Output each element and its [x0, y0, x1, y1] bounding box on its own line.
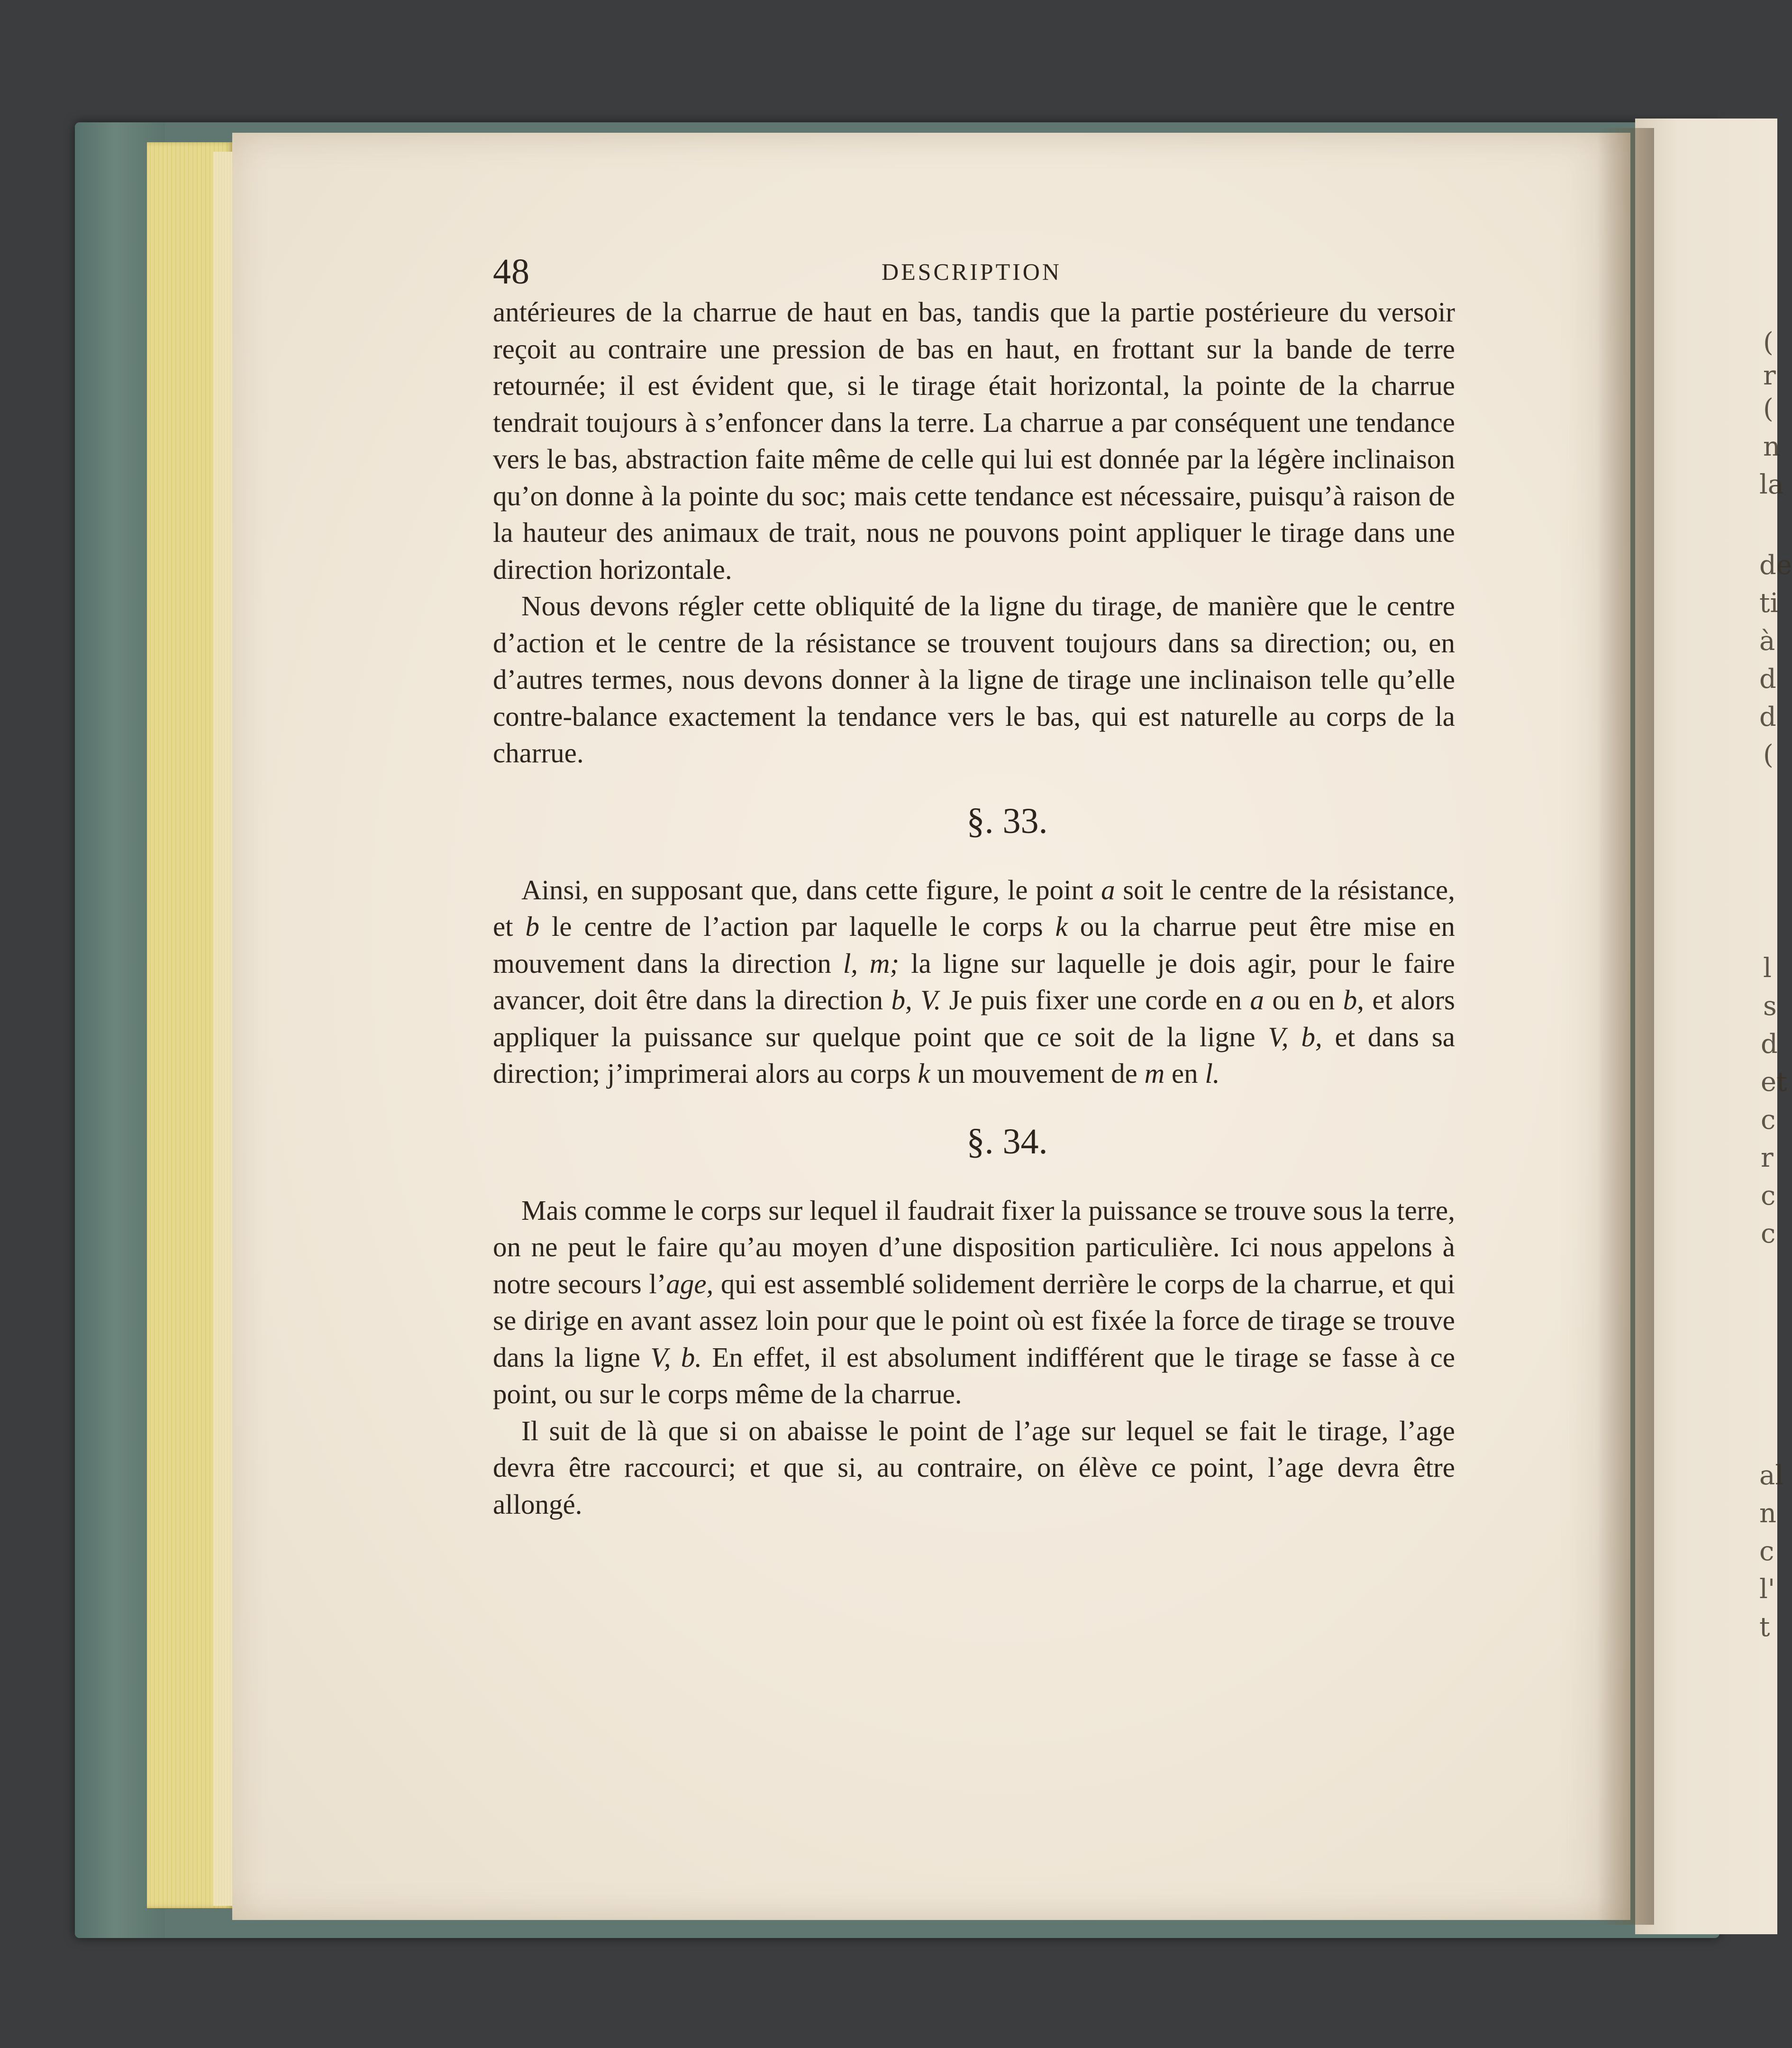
- facing-page: [1635, 119, 1792, 1934]
- text-run: Je puis fixer une corde en: [941, 984, 1250, 1015]
- text-run: la ligne sur laquelle je dois agir, pour le faire avancer, doit être dans la direction: [493, 947, 1455, 1015]
- paragraph-continuation: antérieures de la charrue de haut en bas, tandis que la partie postérieure du versoir reçoit au contraire une pression de bas en haut, en frottant sur la bande de terre retournée; il est évident que, si le tirage était horizontal, la pointe de la charrue tendrait toujours à s’enfoncer dans la terre. La charrue a par conséquent une tendance vers le bas, abstraction faite même de celle qui lui est donnée par la légère inclinaison qu’on donne à la pointe du soc; mais cette tendance est nécessaire, puisqu’à raison de la hauteur des animaux de trait, nous ne pouvons point appliquer le tirage dans une direction horizontale.: [493, 296, 1455, 585]
- facing-page-fragment: c: [1761, 1180, 1776, 1211]
- facing-page-fragment: d: [1761, 1029, 1778, 1060]
- text-run: et dans sa direction; j’imprimerai alors au corps: [493, 1021, 1455, 1089]
- text-run: En effet, il est absolument indifférent que le tirage se fasse à ce point, ou sur le corps même de la charrue.: [493, 1341, 1455, 1409]
- italic-variable: m: [1144, 1058, 1165, 1089]
- facing-page-fragment: d: [1759, 702, 1776, 732]
- facing-page-fragment: (: [1763, 393, 1774, 424]
- text-run: Ainsi, en supposant que, dans cette figure, le point: [521, 874, 1101, 905]
- italic-variable: k: [1055, 911, 1068, 942]
- text-run: un mouvement de: [930, 1058, 1145, 1089]
- italic-variable: V, b.: [650, 1341, 702, 1373]
- facing-page-fragment: n: [1759, 1498, 1777, 1529]
- paragraph-age-consequence: Il suit de là que si on abaisse le point de l’age sur lequel se fait le tirage, l’age devra être raccourci; et que si, au contraire, on élève ce point, l’age devra être allongé.: [493, 1415, 1455, 1520]
- facing-page-fragment: c: [1759, 1536, 1774, 1567]
- italic-variable: b: [525, 911, 540, 942]
- facing-page-fragment: r: [1761, 1143, 1774, 1173]
- facing-page-fragment: r: [1763, 360, 1776, 391]
- running-title: DESCRIPTION: [882, 258, 1062, 285]
- section-heading-34: §. 34.: [966, 1121, 1048, 1161]
- facing-page-fragment: l: [1763, 953, 1772, 984]
- facing-page-fragment: t: [1759, 1612, 1770, 1643]
- facing-page-fragment: d: [1759, 664, 1776, 695]
- section-heading-33: §. 33.: [966, 801, 1048, 841]
- facing-page-fragment: la: [1759, 469, 1784, 500]
- italic-variable: l.: [1205, 1058, 1220, 1089]
- facing-page-fragment: c: [1761, 1218, 1776, 1249]
- text-run: ou en: [1264, 984, 1343, 1015]
- text-run: en: [1164, 1058, 1205, 1089]
- text-run: , et alors appliquer la puissance sur quelque point que ce soit de la ligne: [493, 984, 1455, 1052]
- facing-page-fragment: (: [1763, 740, 1774, 770]
- facing-page-fragment: c: [1761, 1105, 1776, 1135]
- paragraph-obliquity: Nous devons régler cette obliquité de la ligne du tirage, de manière que le centre d’action et le centre de la résistance se trouvent toujours dans sa direction; ou, en d’autres termes, nous devons donner à la ligne de tirage une inclinaison telle qu’elle contre-balance exactement la tendance vers le bas, qui est naturelle au corps de la charrue.: [493, 590, 1455, 768]
- running-head: [493, 251, 1455, 294]
- italic-variable: b: [1343, 984, 1357, 1015]
- italic-variable: a: [1250, 984, 1264, 1015]
- facing-page-fragment: et: [1761, 1067, 1787, 1097]
- paragraph-section-34: [493, 1192, 1455, 1413]
- italic-variable: a: [1101, 874, 1115, 905]
- italic-variable: V, b,: [1268, 1021, 1322, 1052]
- page-number: 48: [493, 252, 530, 292]
- facing-page-fragment: (: [1763, 327, 1774, 358]
- facing-page-fragment: ti: [1759, 588, 1779, 619]
- italic-variable: b, V.: [891, 984, 941, 1015]
- facing-page-fragment: n: [1763, 431, 1781, 462]
- facing-page-fragment: s: [1763, 991, 1777, 1022]
- italic-variable: l, m;: [843, 947, 900, 979]
- facing-page-fragment: de: [1759, 550, 1792, 581]
- italic-variable: k: [918, 1058, 930, 1089]
- facing-page-fragment: à: [1759, 626, 1775, 657]
- text-run: qui est assemblé solidement derrière le corps de la charrue, et qui se dirige en avant assez loin pour que le point où est fixée la force de tirage se trouve dans la ligne: [493, 1268, 1455, 1373]
- text-run: Mais comme le corps sur lequel il faudrait fixer la puissance se trouve sous la terre, on ne peut le faire qu’au moyen d’une disposition particulière. Ici nous appelons à notre secours l’: [493, 1194, 1455, 1299]
- facing-page-fragment: l': [1759, 1574, 1775, 1605]
- text-run: le centre de l’action par laquelle le corps: [539, 911, 1055, 942]
- text-run: ou la charrue peut être mise en mouvement dans la direction: [493, 911, 1455, 979]
- page-gutter-shadow: [1597, 128, 1654, 1925]
- page-text-block: [493, 251, 1455, 1523]
- text-run: soit le centre de la résistance, et: [493, 874, 1455, 942]
- paragraph-section-33: [493, 872, 1455, 1092]
- facing-page-fragment: al: [1759, 1460, 1784, 1491]
- italic-term: age,: [666, 1268, 714, 1299]
